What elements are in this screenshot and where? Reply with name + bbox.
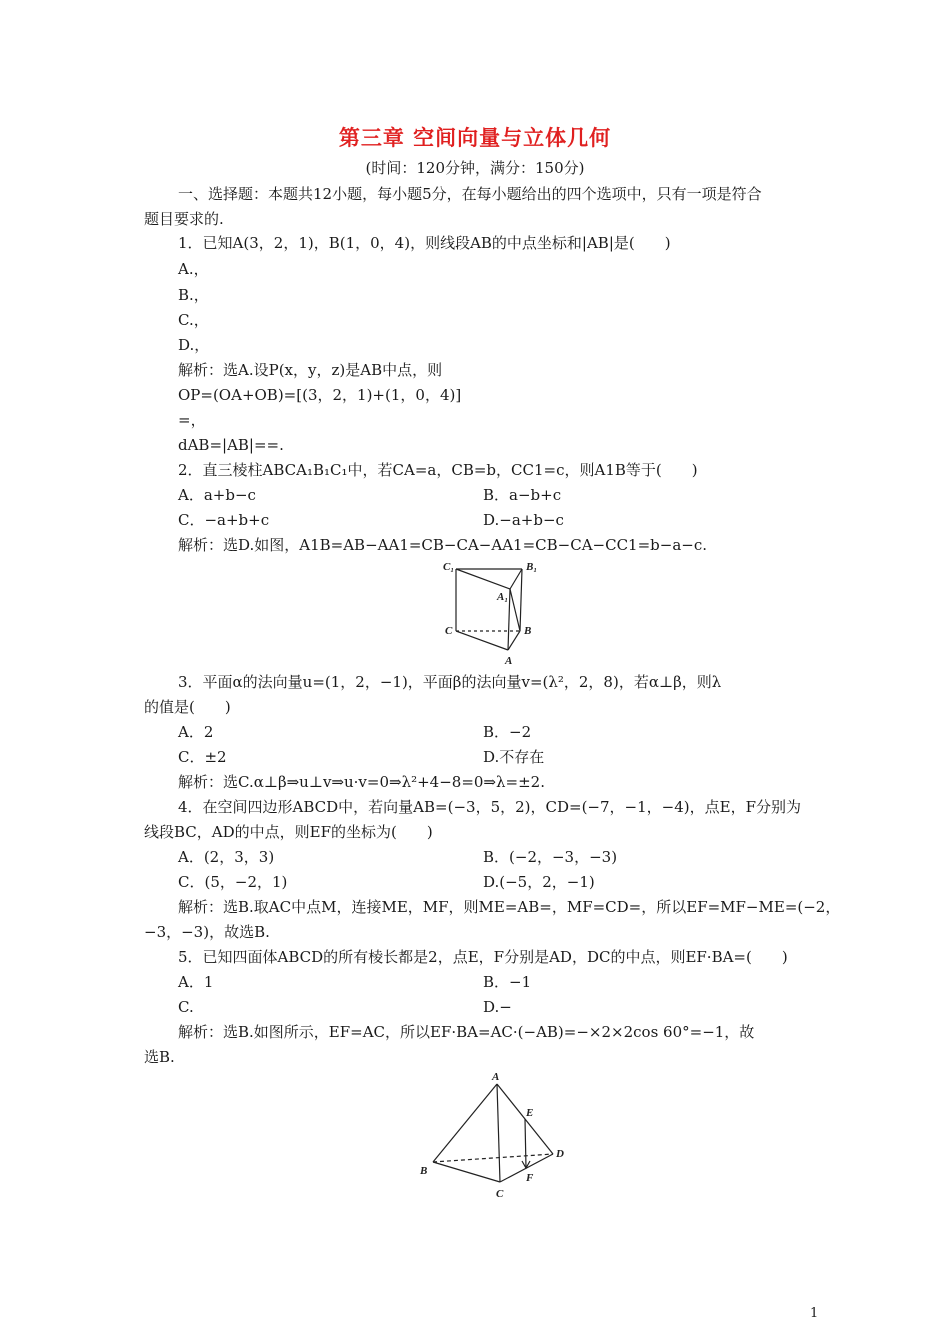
label-f: F: [526, 1172, 534, 1184]
q3-solution: 解析：选C.α⊥β⇒u⊥v⇒u·v=0⇒λ²+4−8=0⇒λ=±2.: [178, 773, 545, 791]
q3-option-d: D.不存在: [483, 748, 545, 766]
label-e: E: [526, 1107, 534, 1119]
q2-option-b: B．a−b+c: [483, 486, 562, 504]
exam-info: (时间：120分钟，满分：150分): [365, 159, 585, 177]
q3-option-c: C．±2: [178, 748, 227, 766]
label-b: B: [524, 625, 532, 637]
q3-stem: 3．平面α的法向量u=(1，2，−1)，平面β的法向量v=(λ²，2，8)，若α⊥β，则λ: [178, 673, 722, 691]
q1-solution-4: dAB=|AB|==.: [178, 436, 284, 454]
label-c: C: [496, 1188, 504, 1200]
label-a1: A₁: [497, 591, 509, 603]
label-a: A: [505, 655, 513, 667]
q5-option-c: C.: [178, 998, 194, 1016]
q1-option-d: D.，: [178, 336, 210, 354]
q1-stem: 1．已知A(3，2，1)，B(1，0，4)，则线段AB的中点坐标和|AB|是( ): [178, 234, 671, 252]
q1-option-b: B.，: [178, 286, 209, 304]
q5-solution: 解析：选B.如图所示，EF=AC，所以EF·BA=AC·(−AB)=−×2×2cos 60°=−1，故: [178, 1023, 755, 1041]
q5-option-d: D.−: [483, 998, 512, 1016]
q5-option-a: A．1: [178, 973, 214, 991]
edge-a1a: [508, 589, 510, 650]
chapter-title: 第三章 空间向量与立体几何: [338, 125, 612, 150]
q5-solution-cont: 选B.: [144, 1048, 175, 1066]
q4-stem-cont: 线段BC，AD的中点，则EF的坐标为( ): [144, 823, 433, 841]
page-number: 1: [810, 1306, 819, 1321]
label-a: A: [492, 1071, 500, 1083]
q5-option-b: B．−1: [483, 973, 532, 991]
q4-option-d: D.(−5，2，−1): [483, 873, 595, 891]
label-b1: B₁: [526, 561, 538, 573]
edge-b1b: [520, 569, 522, 631]
q1-solution-3: =，: [178, 411, 206, 429]
label-c: C: [445, 625, 453, 637]
q4-option-c: C．(5，−2，1): [178, 873, 288, 891]
prism-figure: [440, 558, 550, 670]
q2-option-a: A．a+b−c: [178, 486, 256, 504]
edge-c1a1: [456, 569, 510, 589]
label-d: D: [556, 1148, 564, 1160]
edge-ba: [508, 631, 520, 650]
q1-solution-2: OP=(OA+OB)=[(3，2，1)+(1，0，4)]: [178, 386, 462, 404]
edge-b1a1: [510, 569, 522, 589]
q2-stem: 2．直三棱柱ABCA₁B₁C₁中，若CA=a，CB=b，CC1=c，则A1B等于( ): [178, 461, 698, 479]
q2-option-c: C．−a+b+c: [178, 511, 270, 529]
edge-bc: [433, 1162, 500, 1182]
vector-ef: [525, 1119, 526, 1168]
q1-option-c: C.，: [178, 311, 209, 329]
q4-solution: 解析：选B.取AC中点M，连接ME，MF，则ME=AB=，MF=CD=，所以EF=MF−ME=(−2，: [178, 898, 841, 916]
edge-ca: [456, 631, 508, 650]
label-c1: C₁: [443, 561, 455, 573]
edge-a1b: [510, 589, 520, 631]
q3-stem-cont: 的值是( ): [144, 698, 231, 716]
edge-ab: [433, 1084, 497, 1162]
q4-stem: 4．在空间四边形ABCD中，若向量AB=(−3，5，2)，CD=(−7，−1，−4)，点E，F分别为: [178, 798, 801, 816]
q4-solution-cont: −3，−3)，故选B.: [144, 923, 270, 941]
q4-option-b: B．(−2，−3，−3): [483, 848, 618, 866]
section-intro-cont: 题目要求的.: [144, 210, 224, 228]
q1-option-a: A.，: [178, 260, 209, 278]
q5-stem: 5．已知四面体ABCD的所有棱长都是2，点E，F分别是AD，DC的中点，则EF·BA=( ): [178, 948, 788, 966]
section-intro: 一、选择题：本题共12小题，每小题5分，在每小题给出的四个选项中，只有一项是符合: [178, 185, 762, 203]
edge-ac: [497, 1084, 500, 1182]
q4-option-a: A．(2，3，3): [178, 848, 275, 866]
q3-option-b: B．−2: [483, 723, 532, 741]
edge-bd-hidden: [433, 1154, 553, 1162]
q2-option-d: D.−a+b−c: [483, 511, 564, 529]
label-b: B: [420, 1165, 428, 1177]
q2-solution: 解析：选D.如图，A1B=AB−AA1=CB−CA−AA1=CB−CA−CC1=b−a−c.: [178, 536, 708, 554]
q3-option-a: A．2: [178, 723, 214, 741]
tetrahedron-figure: [415, 1070, 575, 1210]
q1-solution-1: 解析：选A.设P(x，y，z)是AB中点，则: [178, 361, 443, 379]
